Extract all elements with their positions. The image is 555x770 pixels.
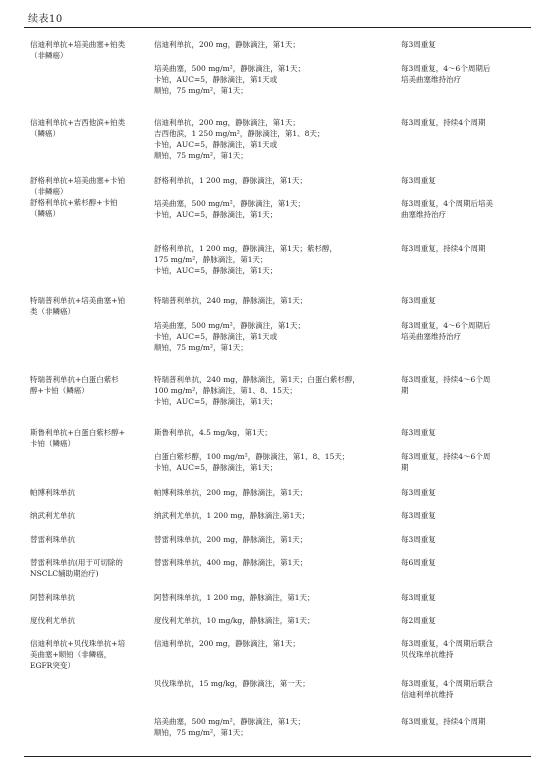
dosage-text: 信迪利单抗，200 mg，静脉滴注，第1天； bbox=[154, 40, 300, 49]
dosage-text: 卡铂，AUC=5，静脉滴注，第1天； bbox=[154, 463, 278, 472]
cycle-text: 培美曲塞维持治疗 bbox=[401, 332, 461, 341]
cycle-text: 每3周重复，4～6个周期后 bbox=[401, 64, 491, 73]
dosage-text: 帕博利珠单抗，200 mg，静脉滴注，第1天； bbox=[154, 488, 308, 497]
regimen-name: 舒格利单抗+培美曲塞+卡铂 bbox=[30, 176, 126, 185]
regimen-name: EGFR突变） bbox=[30, 661, 75, 670]
regimen-name: NSCLC辅助期治疗) bbox=[30, 569, 99, 578]
regimen-name: （非鳞癌） bbox=[30, 51, 68, 60]
cycle-text: 每3周重复，持续4～6个周 bbox=[401, 452, 491, 461]
dosage-text: 阿替利珠单抗，1 200 mg，静脉滴注，第1天； bbox=[154, 593, 315, 602]
regimen-name: 信迪利单抗+培美曲塞+铂类 bbox=[30, 40, 126, 49]
dosage-text: 吉西他滨，1 250 mg/m²，静脉滴注，第1、8天； bbox=[154, 129, 325, 138]
cycle-text: 每3周重复，4个周期后联合 bbox=[401, 679, 494, 688]
cycle-text: 每3周重复 bbox=[401, 176, 436, 185]
cycle-text: 每3周重复 bbox=[401, 535, 436, 544]
regimen-name: （鳞癌） bbox=[30, 209, 60, 218]
cycle-text: 贝伐珠单抗维持 bbox=[401, 650, 454, 659]
dosage-text: 信迪利单抗，200 mg，静脉滴注，第1天； bbox=[154, 118, 300, 127]
dosage-text: 顺铂，75 mg/m²，第1天； bbox=[154, 151, 248, 160]
regimen-name: 卡铂（鳞癌） bbox=[30, 439, 75, 448]
dosage-text: 卡铂，AUC=5，静脉滴注，第1天或 bbox=[154, 140, 278, 149]
cycle-text: 每3周重复 bbox=[401, 296, 436, 305]
dosage-text: 卡铂，AUC=5，静脉滴注，第1天或 bbox=[154, 75, 278, 84]
dosage-text: 贝伐珠单抗，15 mg/kg，静脉滴注，第一天； bbox=[154, 679, 310, 688]
dosage-text: 斯鲁利单抗，4.5 mg/kg，第1天； bbox=[154, 428, 272, 437]
dosage-text: 卡铂，AUC=5，静脉滴注，第1天或 bbox=[154, 332, 278, 341]
dosage-text: 175 mg/m²，静脉滴注，第1天； bbox=[154, 255, 268, 264]
dosage-text: 信迪利单抗，200 mg，静脉滴注，第1天； bbox=[154, 639, 300, 648]
cycle-text: 每3周重复，持续4个周期 bbox=[401, 118, 486, 127]
cycle-text: 每3周重复，4～6个周期后 bbox=[401, 321, 491, 330]
dosage-text: 卡铂，AUC=5，静脉滴注，第1天； bbox=[154, 266, 278, 275]
cycle-text: 每3周重复 bbox=[401, 40, 436, 49]
regimen-name: 醇+卡铂（鳞癌） bbox=[30, 386, 89, 395]
regimen-name: 类（非鳞癌） bbox=[30, 307, 75, 316]
regimen-name: （非鳞癌） bbox=[30, 187, 68, 196]
dosage-text: 度伐利尤单抗，10 mg/kg，静脉滴注，第1天； bbox=[154, 616, 315, 625]
dosage-text: 顺铂，75 mg/m²，第1天； bbox=[154, 343, 248, 352]
cycle-text: 期 bbox=[401, 463, 409, 472]
dosage-text: 卡铂，AUC=5，静脉滴注，第1天； bbox=[154, 210, 278, 219]
regimen-name: （鳞癌） bbox=[30, 129, 60, 138]
cycle-text: 曲塞维持治疗 bbox=[401, 210, 446, 219]
dosage-text: 卡铂，AUC=5，静脉滴注，第1天； bbox=[154, 397, 278, 406]
regimen-name: 帕博利珠单抗 bbox=[30, 488, 75, 497]
regimen-name: 信迪利单抗+吉西他滨+铂类 bbox=[30, 118, 126, 127]
cycle-text: 每3周重复，持续4个周期 bbox=[401, 717, 486, 726]
dosage-text: 纳武利尤单抗，1 200 mg，静脉滴注,第1天； bbox=[154, 511, 310, 520]
dosage-text: 培美曲塞，500 mg/m²，静脉滴注，第1天； bbox=[154, 199, 306, 208]
dosage-text: 顺铂，75 mg/m²，第1天； bbox=[154, 728, 248, 737]
dosage-text: 顺铂，75 mg/m²，第1天； bbox=[154, 86, 248, 95]
cycle-text: 每3周重复 bbox=[401, 488, 436, 497]
cycle-text: 每3周重复，持续4～6个周 bbox=[401, 375, 491, 384]
table-bottom-rule bbox=[24, 756, 531, 757]
dosage-text: 舒格利单抗，1 200 mg，静脉滴注，第1天；紫杉醇， bbox=[154, 244, 338, 253]
table-top-rule bbox=[24, 27, 531, 28]
regimen-name: 舒格利单抗+紫杉醇+卡铂 bbox=[30, 198, 118, 207]
cycle-text: 培美曲塞维持治疗 bbox=[401, 75, 461, 84]
regimen-name: 替雷利珠单抗 bbox=[30, 535, 75, 544]
dosage-text: 特瑞普利单抗，240 mg，静脉滴注，第1天；白蛋白紫杉醇， bbox=[154, 375, 360, 384]
cycle-text: 每6周重复 bbox=[401, 558, 436, 567]
cycle-text: 每3周重复，4个周期后培美 bbox=[401, 199, 494, 208]
regimen-name: 斯鲁利单抗+白蛋白紫杉醇+ bbox=[30, 428, 126, 437]
regimen-name: 阿替利珠单抗 bbox=[30, 593, 75, 602]
regimen-name: 度伐利尤单抗 bbox=[30, 616, 75, 625]
cycle-text: 每3周重复 bbox=[401, 593, 436, 602]
dosage-text: 培美曲塞，500 mg/m²，静脉滴注，第1天； bbox=[154, 64, 306, 73]
regimen-name: 替雷利珠单抗(用于可切除的 bbox=[30, 558, 123, 567]
dosage-text: 替雷利珠单抗，400 mg，静脉滴注，第1天； bbox=[154, 558, 308, 567]
dosage-text: 替雷利珠单抗，200 mg，静脉滴注，第1天； bbox=[154, 535, 308, 544]
cycle-text: 期 bbox=[401, 386, 409, 395]
dosage-text: 培美曲塞，500 mg/m²，静脉滴注，第1天； bbox=[154, 717, 306, 726]
dosage-text: 白蛋白紫杉醇，100 mg/m²，静脉滴注，第1、8、15天； bbox=[154, 452, 350, 461]
cycle-text: 每3周重复 bbox=[401, 511, 436, 520]
dosage-text: 特瑞普利单抗，240 mg，静脉滴注，第1天； bbox=[154, 296, 308, 305]
dosage-text: 100 mg/m²，静脉滴注，第1、8、15天； bbox=[154, 386, 297, 395]
cycle-text: 每3周重复 bbox=[401, 428, 436, 437]
regimen-name: 纳武利尤单抗 bbox=[30, 511, 75, 520]
cycle-text: 每2周重复 bbox=[401, 616, 436, 625]
dosage-text: 舒格利单抗，1 200 mg，静脉滴注，第1天； bbox=[154, 176, 308, 185]
regimen-name: 信迪利单抗+贝伐珠单抗+培 bbox=[30, 639, 126, 648]
table-continuation-title: 续表10 bbox=[28, 14, 63, 25]
cycle-text: 每3周重复，4个周期后联合 bbox=[401, 639, 494, 648]
cycle-text: 每3周重复，持续4个周期 bbox=[401, 244, 486, 253]
regimen-name: 美曲塞+顺铂（非鳞癌， bbox=[30, 650, 112, 659]
cycle-text: 信迪利单抗维持 bbox=[401, 690, 454, 699]
dosage-text: 培美曲塞，500 mg/m²，静脉滴注，第1天； bbox=[154, 321, 306, 330]
regimen-name: 特瑞普利单抗+培美曲塞+铂 bbox=[30, 296, 126, 305]
regimen-name: 特瑞普利单抗+白蛋白紫杉 bbox=[30, 375, 119, 384]
